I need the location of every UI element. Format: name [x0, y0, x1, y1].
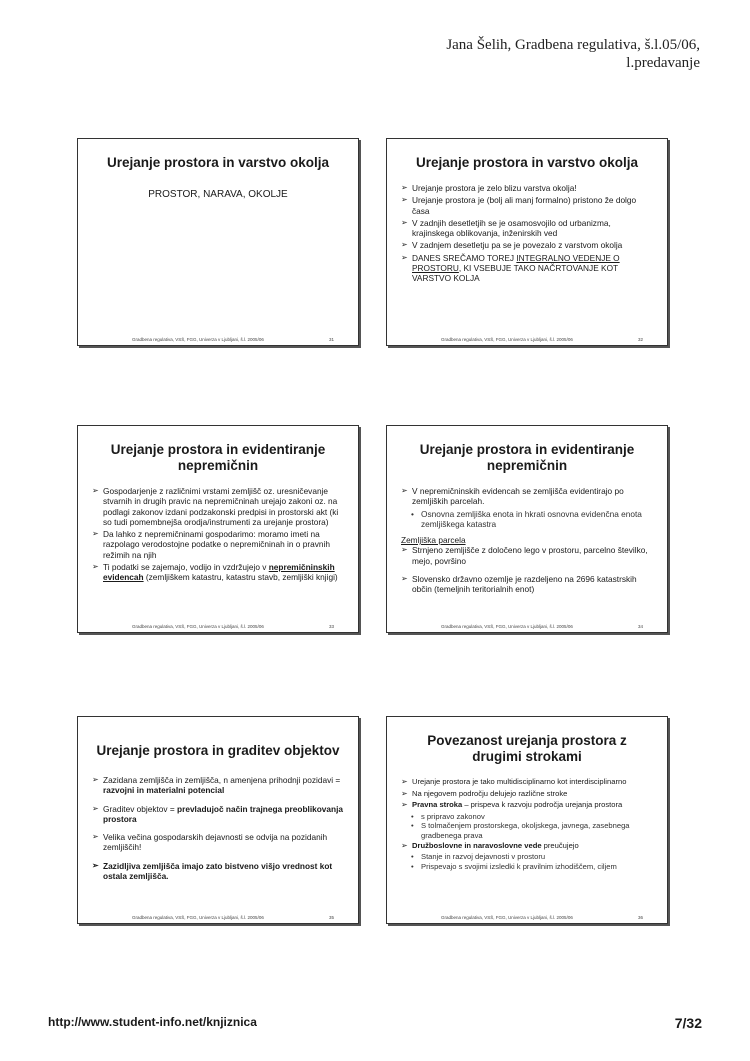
slide-35: [77, 716, 359, 924]
slide-footer-text: Gradbena regulativa, VSŠ, FGG, Univerza v Ljubljani, š.l. 2005/06: [441, 337, 573, 342]
bullet-list: [401, 486, 653, 595]
list-item: ➢ Urejanje prostora je zelo blizu varstva okolja!: [401, 183, 653, 193]
bullet-list: [401, 777, 653, 871]
list-item: ➢ Da lahko z nepremičninami gospodarimo: moramo imeti na razpolago verodostojne podatke o nepremičninah in o pravnih režimih na njih: [92, 529, 344, 560]
list-item: ➢ V zadnjih desetletjih se je osamosvojilo od urbanizma, krajinskega oblikovanja, inženirskih ved: [401, 218, 653, 239]
list-item: ➢ Urejanje prostora je tako multidisciplinarno kot interdisciplinarno: [401, 777, 653, 787]
slide-title: Povezanost urejanja prostora z drugimi strokami: [427, 733, 627, 764]
list-item: ➢ Strnjeno zemljišče z določeno lego v prostoru, parcelno številko, mejo, površino: [401, 545, 653, 566]
source-url: http://www.student-info.net/knjiznica: [48, 1015, 257, 1029]
slide-number: 36: [637, 915, 643, 920]
slide-number: 32: [637, 337, 643, 342]
list-item: ➢ Graditev objektov = prevladujoč način trajnega preoblikovanja prostora: [92, 804, 344, 825]
sub-list-item: • Prispevajo s svojimi izsledki k pravilnim izhodiščem, ciljem: [401, 862, 653, 872]
bullet-list: [92, 486, 344, 583]
slide-33: [77, 425, 359, 633]
sub-list-item: • s pripravo zakonov: [401, 812, 653, 822]
underlined-term: nepremičninskih evidencah: [103, 562, 335, 583]
list-item: ➢ Urejanje prostora je (bolj ali manj formalno) pristono že dolgo časa: [401, 195, 653, 216]
slide-footer-text: Gradbena regulativa, VSŠ, FGG, Univerza v Ljubljani, š.l. 2005/06: [132, 337, 264, 342]
list-item: ➢ Slovensko državno ozemlje je razdeljeno na 2696 katastrskih občin (temeljnih teritorialnih enot): [401, 574, 653, 595]
slide-number: 31: [328, 337, 334, 342]
header-author-line: Jana Šelih, Gradbena regulativa, š.l.05/06,: [446, 37, 700, 53]
sub-list-item: • Stanje in razvoj dejavnosti v prostoru: [401, 852, 653, 862]
slide-subtitle: PROSTOR, NARAVA, OKOLJE: [148, 189, 288, 200]
slide-title: Urejanje prostora in evidentiranje nepremičnin: [110, 442, 326, 473]
list-item: ➢ V nepremičninskih evidencah se zemljišča evidentirajo po zemljiških parcelah.: [401, 486, 653, 507]
list-item: ➢ Družboslovne in naravoslovne vede preučujejo: [401, 841, 653, 851]
slide-footer-text: Gradbena regulativa, VSŠ, FGG, Univerza v Ljubljani, š.l. 2005/06: [441, 624, 573, 629]
slide-number: 35: [328, 915, 334, 920]
header-lecture-line: l.predavanje: [626, 55, 700, 71]
list-item: ➢ Gospodarjenje z različnimi vrstami zemljišč oz. uresničevanje stvarnih in drugih pravic na nepremičninah urejajo zakoni oz. na podlagi zakonov izdani podzakonski predpisi in prostorski akt (ki so tudi pomembnejša orodja/instrumenti za urejanje prostora): [92, 486, 344, 527]
slide-title: Urejanje prostora in varstvo okolja: [415, 155, 639, 170]
slide-title: Urejanje prostora in varstvo okolja: [106, 155, 330, 170]
slide-footer-text: Gradbena regulativa, VSŠ, FGG, Univerza v Ljubljani, š.l. 2005/06: [132, 915, 264, 920]
bullet-list: [401, 183, 653, 284]
list-item: ➢ Velika večina gospodarskih dejavnosti se odvija na pozidanih zemljiščih!: [92, 832, 344, 853]
sub-list-item: • Osnovna zemljiška enota in hkrati osnovna evidenčna enota zemljiškega katastra: [401, 509, 653, 530]
list-item: ➢ V zadnjem desetletju pa se je povezalo z varstvom okolja: [401, 240, 653, 250]
slide-34: [386, 425, 668, 633]
list-item: ➢ Ti podatki se zajemajo, vodijo in vzdržujejo v nepremičninskih evidencah (zemljiškem katastru, katastru stavb, zemljiški knjigi): [92, 562, 344, 583]
list-item: ➢ Na njegovem področju delujejo različne stroke: [401, 789, 653, 799]
slide-title: Urejanje prostora in evidentiranje nepremičnin: [419, 442, 635, 473]
section-heading: Zemljiška parcela: [401, 535, 466, 546]
underlined-term: INTEGRALNO VEDENJE O PROSTORU: [412, 252, 620, 274]
slide-32: [386, 138, 668, 346]
list-item: ➢ Pravna stroka – prispeva k razvoju področja urejanja prostora: [401, 800, 653, 810]
slide-footer-text: Gradbena regulativa, VSŠ, FGG, Univerza v Ljubljani, š.l. 2005/06: [441, 915, 573, 920]
list-item: ➢ Zazidljiva zemljišča imajo zato bistveno višjo vrednost kot ostala zemljišča.: [92, 861, 344, 882]
slide-title: Urejanje prostora in graditev objektov: [96, 743, 340, 758]
bullet-list: [92, 775, 344, 881]
page-counter: 7/32: [674, 1015, 702, 1031]
slide-number: 33: [328, 624, 334, 629]
slide-footer-text: Gradbena regulativa, VSŠ, FGG, Univerza v Ljubljani, š.l. 2005/06: [132, 624, 264, 629]
slide-31: [77, 138, 359, 346]
slide-36: [386, 716, 668, 924]
sub-list-item: • S tolmačenjem prostorskega, okoljskega, javnega, zasebnega gradbenega prava: [401, 821, 653, 840]
slide-number: 34: [637, 624, 643, 629]
list-item: ➢ Zazidana zemljišča in zemljišča, n amenjena prihodnji pozidavi = razvojni in materialni potencial: [92, 775, 344, 796]
document-header: [446, 36, 700, 72]
list-item: ➢ DANES SREČAMO TOREJ INTEGRALNO VEDENJE O PROSTORU, KI VSEBUJE TAKO NAČRTOVANJE KOT VARSTVO KOLJA: [401, 253, 653, 284]
